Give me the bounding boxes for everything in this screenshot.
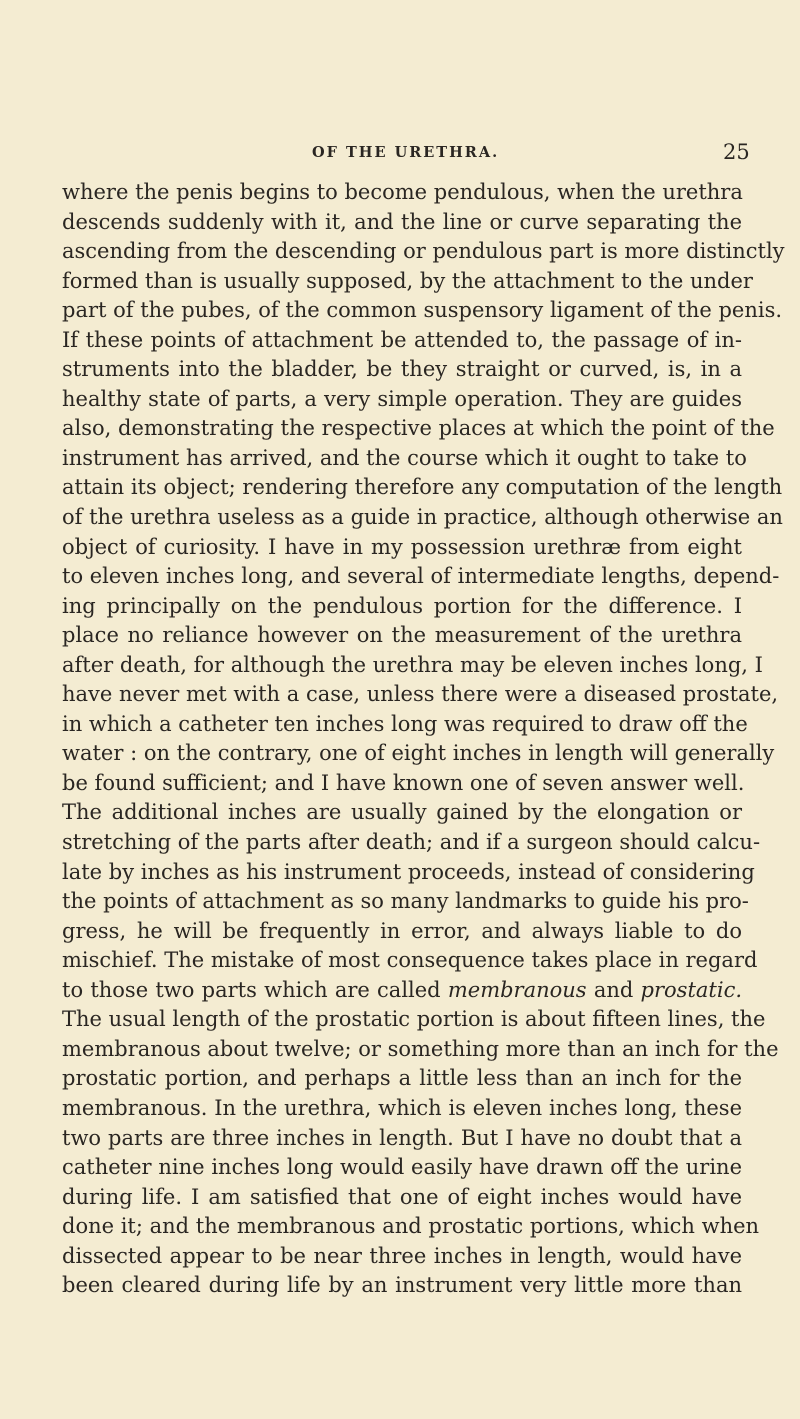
text-line: object of curiosity. I have in my possession urethræ from eight (62, 534, 742, 559)
text-line: dissected appear to be near three inches in length, would have (62, 1243, 742, 1268)
text-line: during life. I am satisfied that one of eight inches would have (62, 1184, 742, 1209)
body-text (62, 178, 785, 1301)
text-line: attain its object; rendering therefore any computation of the length (62, 475, 783, 500)
page-number: 25 (723, 140, 750, 164)
text-line: prostatic portion, and perhaps a little less than an inch for the (62, 1066, 742, 1091)
text-line: struments into the bladder, be they straight or curved, is, in a (62, 357, 742, 382)
running-title: OF THE URETHRA. (312, 144, 500, 161)
text-line: been cleared during life by an instrument very little more than (62, 1273, 742, 1298)
text-line: have never met with a case, unless there were a diseased prostate, (62, 682, 779, 707)
running-head (0, 140, 800, 168)
text-line-with-italics (62, 976, 742, 1006)
text-line: late by inches as his instrument proceeds, instead of considering (62, 859, 755, 884)
text-line: healthy state of parts, a very simple operation. They are guides (62, 386, 742, 411)
text-line: done it; and the membranous and prostatic portions, which when (62, 1214, 760, 1239)
text-line: membranous about twelve; or something more than an inch for the (62, 1036, 779, 1061)
text-line: after death, for although the urethra may be eleven inches long, I (62, 652, 763, 677)
text-line: of the urethra useless as a guide in practice, although otherwise an (62, 505, 783, 530)
text-line: instrument has arrived, and the course which it ought to take to (62, 445, 747, 470)
text-line: the points of attachment as so many landmarks to guide his pro- (62, 889, 749, 914)
text-line: descends suddenly with it, and the line or curve separating the (62, 209, 742, 234)
italic-term-membranous: membranous (447, 977, 587, 1002)
text-line: in which a catheter ten inches long was required to draw off the (62, 711, 748, 736)
text-line: The usual length of the prostatic portion is about fifteen lines, the (62, 1007, 766, 1032)
text-line: If these points of attachment be attended to, the passage of in- (62, 327, 742, 352)
text-line: gress, he will be frequently in error, and always liable to do (62, 918, 742, 943)
text-line: stretching of the parts after death; and if a surgeon should calcu- (62, 830, 761, 855)
text-line: water : on the contrary, one of eight inches in length will generally (62, 741, 775, 766)
text-line: part of the pubes, of the common suspensory ligament of the penis. (62, 298, 783, 323)
text-run: and (586, 977, 641, 1002)
text-line: be found sufficient; and I have known one of seven answer well. (62, 770, 745, 795)
text-line: ascending from the descending or pendulous part is more distinctly (62, 239, 785, 264)
text-line: two parts are three inches in length. But I have no doubt that a (62, 1125, 742, 1150)
text-line: catheter nine inches long would easily have drawn off the urine (62, 1155, 742, 1180)
text-line: membranous. In the urethra, which is eleven inches long, these (62, 1095, 742, 1120)
text-line: where the penis begins to become pendulous, when the urethra (62, 180, 743, 204)
text-line: mischief. The mistake of most consequence takes place in regard (62, 948, 758, 973)
text-run: to those two parts which are called (62, 977, 448, 1002)
text-line: ing principally on the pendulous portion for the difference. I (62, 593, 742, 618)
text-line: The additional inches are usually gained by the elongation or (62, 800, 742, 825)
text-line: also, demonstrating the respective places at which the point of the (62, 416, 775, 441)
italic-term-prostatic: prostatic. (640, 977, 742, 1002)
text-line: place no reliance however on the measurement of the urethra (62, 623, 742, 648)
text-line: to eleven inches long, and several of intermediate lengths, depend- (62, 564, 780, 589)
text-line: formed than is usually supposed, by the attachment to the under (62, 268, 753, 293)
